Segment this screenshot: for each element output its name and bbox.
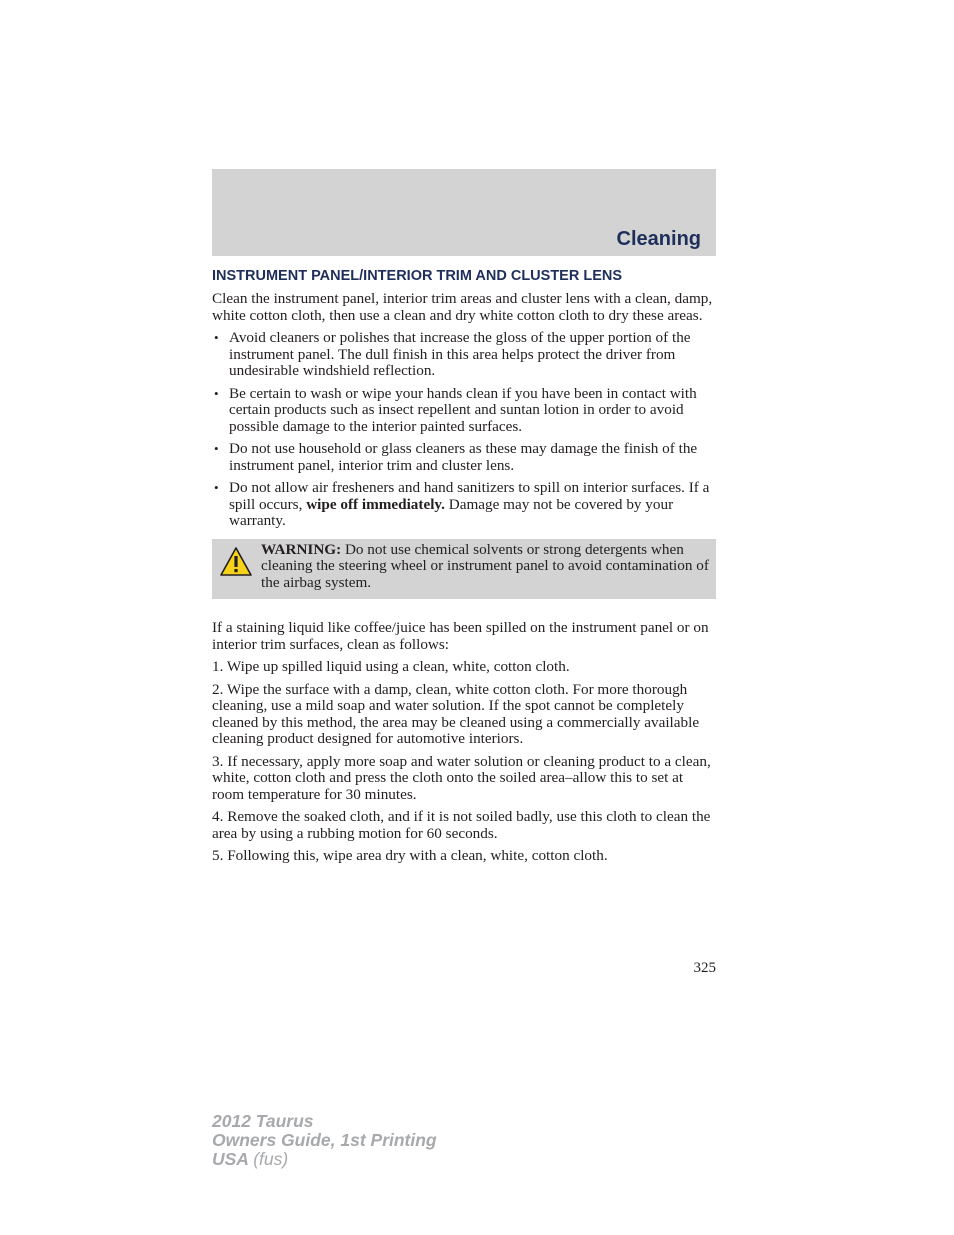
bullet-dot: • xyxy=(214,480,219,495)
warning-text: Do not use chemical solvents or strong detergents when cleaning the steering wheel or instrument panel to avoid contamination of the airbag system. xyxy=(261,540,709,591)
bullet-list xyxy=(212,330,716,530)
footer-model: 2012 Taurus xyxy=(212,1111,314,1131)
section-title: Cleaning xyxy=(616,228,701,250)
page-content xyxy=(212,267,716,871)
page-number: 325 xyxy=(693,960,716,976)
step-item: 1. Wipe up spilled liquid using a clean, white, cotton cloth. xyxy=(212,658,570,675)
subheading: INSTRUMENT PANEL/INTERIOR TRIM AND CLUSTER LENS xyxy=(212,268,623,284)
warning-box xyxy=(212,539,716,600)
step-item: 4. Remove the soaked cloth, and if it is not soiled badly, use this cloth to clean the area by using a rubbing motion for 60 seconds. xyxy=(212,808,711,842)
step-item: 5. Following this, wipe area dry with a clean, white, cotton cloth. xyxy=(212,847,608,864)
footer-market xyxy=(212,1150,437,1169)
list-item xyxy=(212,480,716,530)
list-item xyxy=(212,330,716,380)
intro-paragraph: Clean the instrument panel, interior trim areas and cluster lens with a clean, damp, white cotton cloth, then use a clean and dry white cotton cloth to dry these areas. xyxy=(212,290,713,324)
footer-country: USA xyxy=(212,1149,249,1169)
bullet-dot: • xyxy=(214,330,219,345)
warning-triangle-icon xyxy=(219,546,253,578)
list-item xyxy=(212,441,716,474)
section-header-band xyxy=(212,169,716,256)
footer xyxy=(212,1112,437,1169)
warning-label: WARNING: xyxy=(261,540,342,558)
footer-edition: Owners Guide, 1st Printing xyxy=(212,1130,437,1150)
bullet-text: Be certain to wash or wipe your hands clean if you have been in contact with certain products such as insect repellent and suntan lotion in order to avoid possible damage to the interior painted surfaces. xyxy=(229,384,697,435)
list-item xyxy=(212,386,716,436)
bullet-dot: • xyxy=(214,441,219,456)
bullet-text-after: Damage may not be covered by your warranty. xyxy=(229,495,674,529)
bullet-text: Do not use household or glass cleaners as these may damage the finish of the instrument panel, interior trim and cluster lens. xyxy=(229,440,698,474)
bullet-text: Avoid cleaners or polishes that increase the gloss of the upper portion of the instrument panel. The dull finish in this area helps protect the driver from undesirable windshield reflection. xyxy=(229,329,691,379)
footer-code: (fus) xyxy=(253,1149,289,1169)
step-item: 2. Wipe the surface with a damp, clean, white cotton cloth. For more thorough cleaning, use a mild soap and water solution. If the spot cannot be completely cleaned by this method, the area may be cleaned using a commercially available cleaning product designed for automotive interiors. xyxy=(212,680,700,747)
bullet-text: Do not allow air fresheners and hand sanitizers to spill on interior surfaces. If a spill occurs, xyxy=(229,479,710,513)
bullet-dot: • xyxy=(214,385,219,401)
stain-intro-paragraph: If a staining liquid like coffee/juice has been spilled on the instrument panel or on interior trim surfaces, clean as follows: xyxy=(212,619,709,653)
step-item: 3. If necessary, apply more soap and water solution or cleaning product to a clean, white, cotton cloth and press the cloth onto the soiled area–allow this to set at room temperature for 30 minutes. xyxy=(212,752,711,803)
bullet-emphasis: wipe off immediately. xyxy=(306,495,445,513)
